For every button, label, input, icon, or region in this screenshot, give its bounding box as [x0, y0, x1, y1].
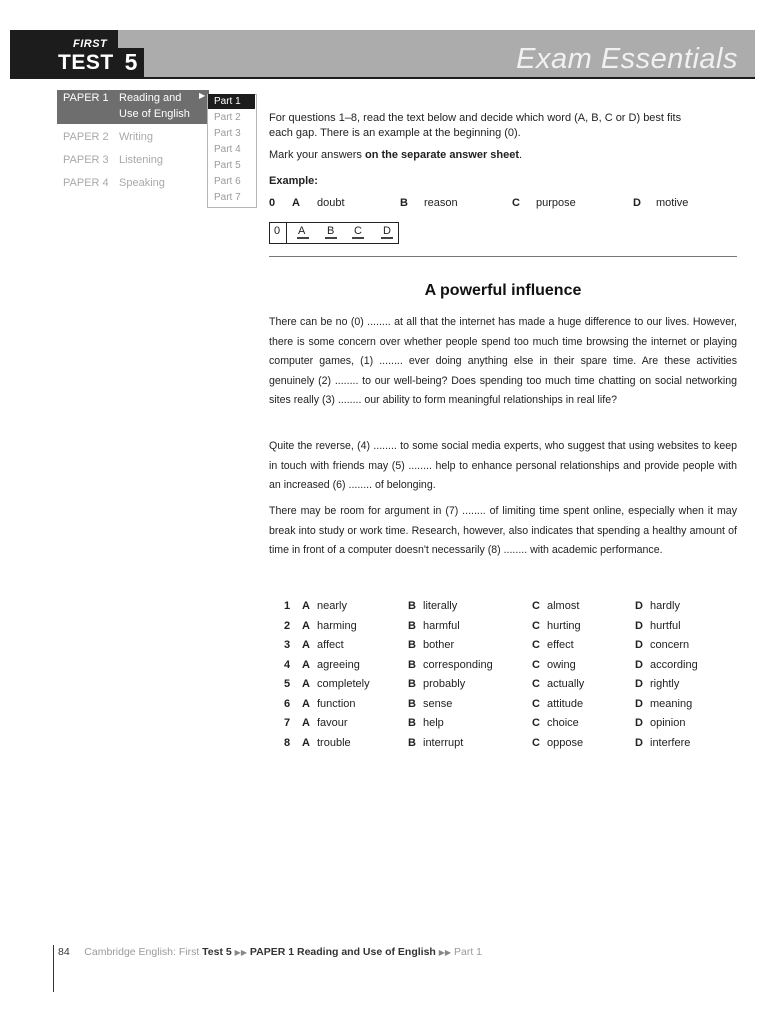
mark-text: Mark your answers: [269, 149, 362, 161]
option-letter-c: C: [532, 697, 540, 710]
test-number: 5: [118, 48, 144, 77]
section-divider: [269, 256, 737, 257]
paper-2-number[interactable]: PAPER 2: [63, 131, 109, 143]
paper-1-name-line2: Use of English: [119, 108, 190, 120]
option-word-a: affect: [317, 639, 344, 651]
option-word-d: opinion: [650, 717, 686, 729]
option-letter-a: A: [302, 717, 310, 729]
option-letter-c: C: [532, 736, 540, 749]
option-letter-b: B: [408, 697, 416, 710]
article-paragraph-2: Quite the reverse, (4) ........ to some social media experts, who suggest that using websites to keep in touch with friends may (5) ........ help to enhance personal relationships and provide people with an increased (6) ........ of belonging.: [269, 440, 737, 492]
option-letter-a: A: [302, 697, 310, 710]
option-letter-d: D: [635, 697, 643, 710]
sheet-bubble-c: [352, 237, 364, 239]
question-number: 1: [284, 600, 291, 612]
option-letter-d: D: [635, 717, 643, 729]
option-word-b: probably: [423, 678, 466, 690]
question-number: 5: [284, 678, 291, 690]
option-word-c: oppose: [547, 736, 584, 749]
option-word-d: interfere: [650, 736, 691, 749]
question-number: 4: [284, 658, 291, 671]
option-word-c: almost: [547, 600, 580, 612]
part-2-item[interactable]: Part 2: [214, 112, 241, 123]
part-7-item[interactable]: Part 7: [214, 192, 241, 203]
option-word-c: hurting: [547, 619, 581, 632]
option-letter-c: C: [532, 717, 540, 729]
example-label: Example:: [269, 175, 318, 187]
option-word-b: bother: [423, 639, 455, 651]
sheet-number: 0: [274, 225, 281, 237]
article-paragraph-3: There may be room for argument in (7) ........ of limiting time spent online, especially when it may break into study or work time. Research, however, also indicates that spending a healthy amount of time in front of a computer doesn't necessarily (8) ........ with academic performance.: [269, 505, 737, 557]
footer-rule: [53, 945, 54, 992]
sheet-letter-a: A: [298, 225, 306, 237]
footer-part: Part 1: [454, 946, 483, 958]
sheet-bubble-a-filled: [297, 237, 309, 239]
question-number: 3: [284, 639, 291, 651]
option-letter-d: D: [635, 658, 643, 671]
option-word-c: owing: [547, 658, 576, 671]
article-title: A powerful influence: [424, 282, 582, 299]
option-word-b: help: [423, 717, 444, 729]
answer-sheet-separator: [286, 222, 287, 244]
option-letter-a: A: [302, 619, 310, 632]
option-letter-d: D: [635, 600, 643, 612]
option-letter-a: A: [302, 639, 310, 651]
option-word-a: function: [317, 697, 356, 710]
option-letter-a: A: [302, 658, 310, 671]
instructions-line1: For questions 1–8, read the text below and decide which word (A, B, C or D) best fits: [269, 112, 682, 124]
option-letter-a: A: [302, 736, 310, 749]
sheet-letter-c: C: [354, 225, 362, 237]
part-5-item[interactable]: Part 5: [214, 160, 241, 171]
sheet-letter-b: B: [327, 225, 335, 237]
brand-title: Exam Essentials: [516, 43, 738, 75]
mark-end: .: [519, 149, 523, 161]
option-letter-c: C: [532, 658, 540, 671]
option-word-b: interrupt: [423, 736, 464, 749]
example-number: 0: [269, 197, 276, 209]
option-word-b: corresponding: [423, 658, 493, 671]
option-word-b: literally: [423, 600, 458, 612]
example-letter-a: A: [292, 197, 300, 209]
option-word-a: completely: [317, 678, 370, 690]
sheet-bubble-b: [325, 237, 337, 239]
paper-1-name-line1: Reading and: [119, 92, 182, 104]
question-number: 7: [284, 717, 291, 729]
option-letter-a: A: [302, 600, 310, 612]
footer-paper: PAPER 1: [249, 946, 295, 958]
option-letter-d: D: [635, 678, 643, 690]
footer: [58, 946, 482, 958]
first-label: FIRST: [73, 38, 108, 50]
example-letter-b: B: [400, 197, 408, 209]
example-word-b: reason: [424, 197, 458, 209]
option-letter-b: B: [408, 717, 416, 729]
test-label: TEST: [58, 51, 114, 74]
option-word-c: choice: [547, 717, 579, 729]
option-letter-b: B: [408, 658, 416, 671]
option-letter-c: C: [532, 678, 540, 690]
example-word-d: motive: [656, 197, 689, 209]
option-word-b: sense: [423, 697, 453, 710]
option-word-d: concern: [650, 639, 690, 651]
option-letter-c: C: [532, 600, 540, 612]
option-letter-b: B: [408, 678, 416, 690]
option-word-b: harmful: [423, 619, 460, 632]
example-word-a: doubt: [317, 197, 345, 209]
question-number: 2: [284, 619, 291, 632]
paper-3-name[interactable]: Listening: [119, 154, 164, 166]
option-word-c: attitude: [547, 697, 584, 710]
option-word-a: nearly: [317, 600, 347, 612]
option-word-c: effect: [547, 639, 574, 651]
paper-4-number[interactable]: PAPER 4: [63, 177, 109, 189]
footer-paper-name: Reading and Use of English: [296, 946, 436, 958]
option-letter-d: D: [635, 736, 643, 749]
option-word-d: meaning: [650, 697, 693, 710]
option-word-a: agreeing: [317, 658, 360, 671]
option-word-d: hurtful: [650, 619, 681, 632]
question-number: 8: [284, 736, 291, 749]
option-letter-b: B: [408, 736, 416, 749]
footer-test: Test 5: [202, 946, 232, 958]
part-4-item[interactable]: Part 4: [214, 144, 241, 155]
paper-4-name[interactable]: Speaking: [119, 177, 165, 189]
example-letter-d: D: [633, 197, 641, 209]
article-paragraph-1: There can be no (0) ........ at all that the internet has made a huge difference to our lives. However, there is some concern over whether people spend too much time browsing the internet or playing computer games, (1) ........ ever doing anything else in their spare time. Are these activities genuinely (2) ........ to our well-being? Does spending too much time chatting on social networking sites really (3) ........ our ability to form meaningful relationships in real life?: [269, 316, 737, 407]
breadcrumb-arrow-icon: ▶▶: [438, 948, 452, 957]
option-word-a: favour: [317, 717, 348, 729]
option-letter-d: D: [635, 639, 643, 651]
paper-3-number[interactable]: PAPER 3: [63, 154, 109, 166]
part-1-item[interactable]: Part 1: [214, 96, 241, 107]
part-3-item[interactable]: Part 3: [214, 128, 241, 139]
paper-1-number: PAPER 1: [63, 92, 109, 104]
option-letter-d: D: [635, 619, 643, 632]
option-letter-a: A: [302, 678, 310, 690]
option-letter-b: B: [408, 619, 416, 632]
question-number: 6: [284, 697, 291, 710]
part-6-item[interactable]: Part 6: [214, 176, 241, 187]
option-letter-b: B: [408, 600, 416, 612]
option-word-a: harming: [317, 619, 357, 632]
paper-2-name[interactable]: Writing: [119, 131, 154, 143]
sheet-bubble-d: [381, 237, 393, 239]
header-rule: [10, 77, 755, 79]
breadcrumb-arrow-icon: ▶▶: [234, 948, 247, 957]
page-number: 84: [58, 946, 70, 958]
instructions-line2: each gap. There is an example at the beginning (0).: [269, 127, 521, 139]
example-letter-c: C: [512, 197, 520, 209]
option-letter-c: C: [532, 639, 540, 651]
option-word-d: hardly: [650, 600, 680, 612]
option-word-a: trouble: [317, 736, 351, 749]
paper-arrow-icon: ▶: [199, 91, 206, 100]
mark-bold-text: on the separate answer sheet: [364, 149, 520, 161]
sheet-letter-d: D: [383, 225, 391, 237]
mark-instruction: [269, 147, 522, 163]
option-word-c: actually: [547, 678, 585, 690]
option-letter-b: B: [408, 639, 416, 651]
series-name: Cambridge English: First: [84, 946, 200, 958]
option-word-d: rightly: [650, 678, 680, 690]
option-letter-c: C: [532, 619, 540, 632]
example-word-c: purpose: [536, 197, 576, 209]
option-word-d: according: [650, 658, 698, 671]
